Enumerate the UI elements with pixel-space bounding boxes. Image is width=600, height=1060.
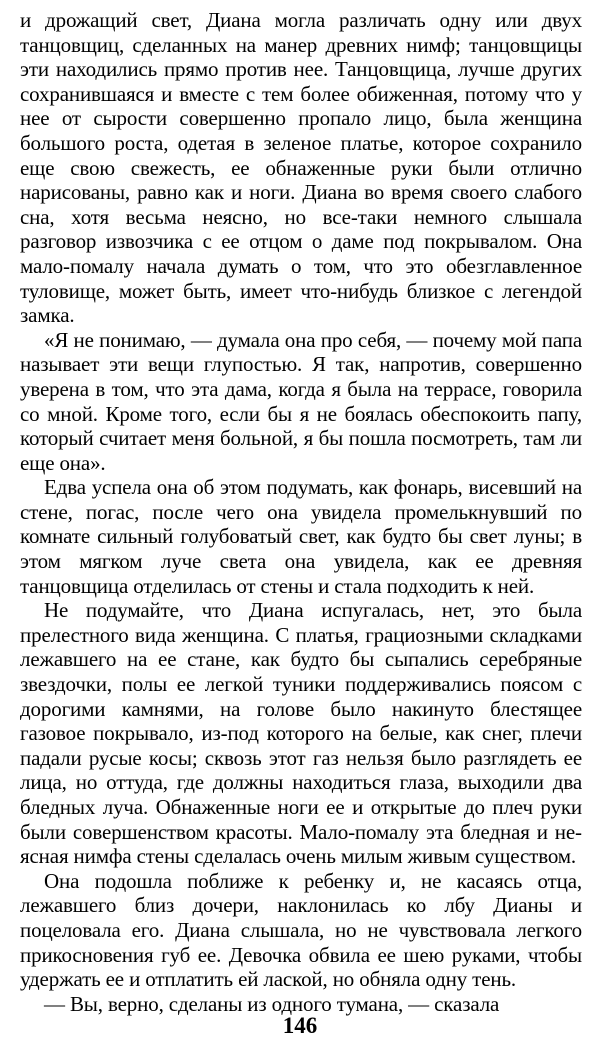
paragraph-2: «Я не понимаю, — думала она про себя, — почему мой папа называет эти вещи глупостью. Я так, напротив, совершенно уверена в том, что эта дама, когда я была на террасе, говорила со мной. Кроме того, если бы я не боялась обеспокоить папу, который считает меня больной, я бы пошла посмотреть, там ли еще она».: [20, 327, 582, 475]
paragraph-3: Едва успела она об этом подумать, как фонарь, висевший на стене, погас, после чего она увидела промелькнувший по комнате сильный голубоватый свет, как будто бы свет луны; в этом мягком луче света она увидела, как ее древняя танцовщица отделилась от стены и стала подходить к ней.: [20, 475, 582, 598]
book-page-text: [20, 8, 582, 1016]
paragraph-6: — Вы, верно, сделаны из одного тумана, — сказала: [44, 991, 500, 1016]
paragraph-5: Она подошла поближе к ребенку и, не касаясь отца, лежавшего близ дочери, наклонилась ко лбу Дианы и поцеловала его. Диана слышала, но не чувствовала легкого прикосновения губ ее. Девочка обвила ее шею руками, чтобы удержать ее и отплатить ей лаской, но обняла одну тень.: [20, 868, 582, 992]
page-number: 146: [282, 1013, 318, 1038]
paragraph-1: и дрожащий свет, Диана могла различать одну или двух танцовщиц, сделанных на манер древних нимф; танцовщицы эти находились прямо против нее. Танцовщица, лучше других сохранившаяся и вместе с тем более обиженная, потому что у нее от сырости совершенно пропало лицо, была женщина большого роста, одетая в зеленое платье, которое сохранило еще свою свежесть, ее обнаженные руки были отлично нарисованы, равно как и ноги. Диана во время своего слабого сна, хотя весьма неясно, но все-таки немного слышала разговор извозчика с ее отцом о даме под покрывалом. Она мало-помалу начала думать о том, что это обезглавленное туловище, может быть, имеет что-нибудь близкое с легендой замка.: [20, 8, 582, 328]
paragraph-4: Не подумайте, что Диана испугалась, нет, это была прелестного вида женщина. С платья, грациозными складками лежавшего на ее стане, как будто бы сыпались серебряные звездочки, полы ее легкой туники поддерживались поясом с дорогими камнями, на голове было накинуто блестящее газовое покрывало, из-под которого на белые, как снег, плечи падали русые косы; сквозь этот газ нельзя было разглядеть ее лица, но оттуда, где должны находиться глаза, выходили два бледных луча. Обнаженные ноги ее и открытые до плеч руки были совершенством красоты. Мало-помалу эта бледная и неясная нимфа стены сделалась очень милым живым существом.: [20, 598, 582, 869]
